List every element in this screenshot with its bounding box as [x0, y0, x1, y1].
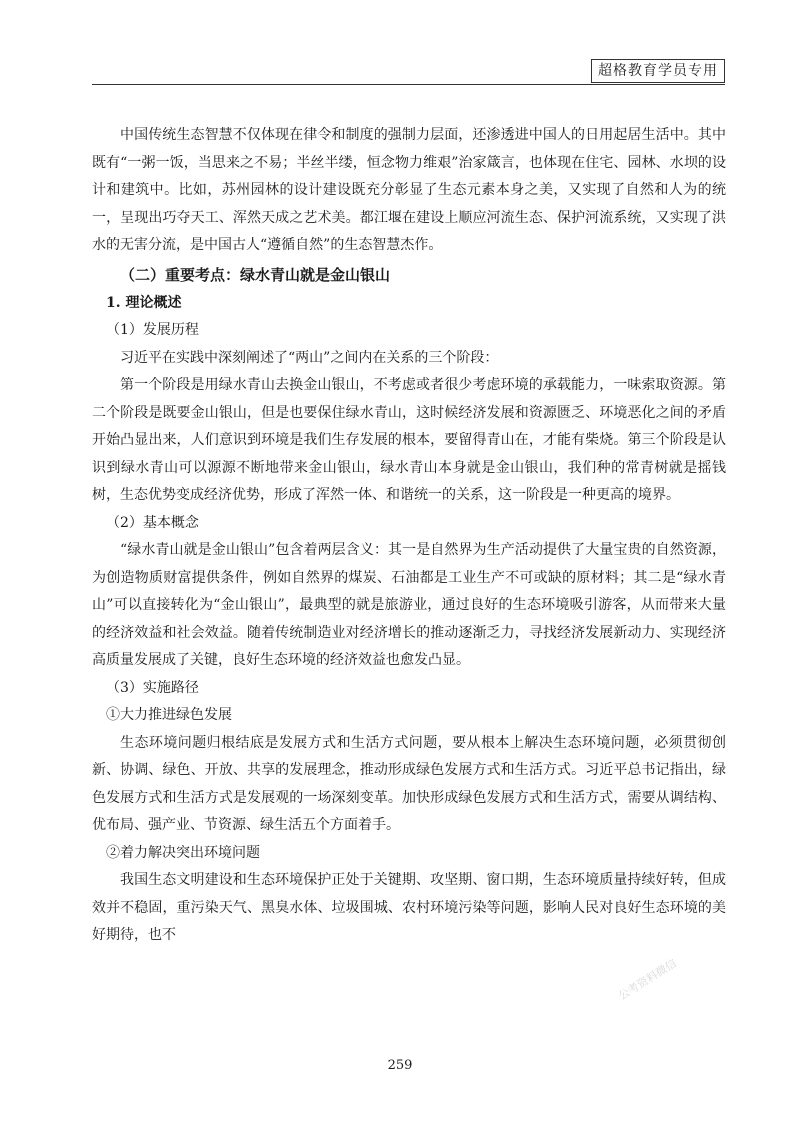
page-content	[92, 122, 726, 950]
paragraph-stages: 第一个阶段是用绿水青山去换金山银山，不考虑或者很少考虑环境的承载能力，一味索取资源。第二个阶段是既要金山银山，但是也要保住绿水青山，这时候经济发展和资源匮乏、环境恶化之间的矛盾开始凸显出来，人们意识到环境是我们生存发展的根本，要留得青山在，才能有柴烧。第三个阶段是认识到绿水青山可以源源不断地带来金山银山，绿水青山本身就是金山银山，我们种的常青树就是摇钱树，生态优势变成经济优势，形成了浑然一体、和谐统一的关系，这一阶段是一种更高的境界。	[92, 377, 726, 503]
subheading-path: （3）实施路径	[106, 679, 199, 696]
page-number: 259	[387, 1058, 413, 1073]
subheading-theory: 1. 理论概述	[106, 294, 182, 311]
paragraph-intro: 习近平在实践中深刻阐述了“两山”之间内在关系的三个阶段：	[120, 349, 499, 366]
paragraph-concept: “绿水青山就是金山银山”包含着两层含义：其一是自然界为生产活动提供了大量宝贵的自然资源，为创造物质财富提供条件，例如自然界的煤炭、石油都是工业生产不可或缺的原材料；其二是“绿水青山”可以直接转化为“金山银山”，最典型的就是旅游业，通过良好的生态环境吸引游客，从而带来大量的经济效益和社会效益。随着传统制造业对经济增长的推动逐渐乏力，寻找经济发展新动力、实现经济高质量发展成了关键，良好生态环境的经济效益也愈发凸显。	[92, 542, 726, 668]
paragraph-green-development: 生态环境问题归根结底是发展方式和生活方式问题，要从根本上解决生态环境问题，必须贯彻创新、协调、绿色、开放、共享的发展理念，推动形成绿色发展方式和生活方式。习近平总书记指出，绿色发展方式和生活方式是发展观的一场深刻变革。加快形成绿色发展方式和生活方式，需要从调结构、优布局、强产业、节资源、绿生活五个方面着手。	[92, 734, 726, 833]
header-rule	[92, 84, 725, 85]
subheading-concept: （2）基本概念	[106, 514, 199, 531]
header-badge: 超格教育学员专用	[591, 59, 725, 83]
paragraph-traditional-wisdom: 中国传统生态智慧不仅体现在律令和制度的强制力层面，还渗透进中国人的日用起居生活中。其中既有“一粥一饭，当思来之不易；半丝半缕，恒念物力维艰”治家箴言，也体现在住宅、园林、水坝的设计和建筑中。比如，苏州园林的设计建设既充分彰显了生态元素本身之美，又实现了自然和人为的统一，呈现出巧夺天工、浑然天成之艺术美。都江堰在建设上顺应河流生态、保护河流系统，又实现了洪水的无害分流，是中国古人“遵循自然”的生态智慧杰作。	[92, 127, 726, 253]
subheading-environment-issues: ②着力解决突出环境问题	[106, 844, 260, 861]
paragraph-environment-issues: 我国生态文明建设和生态环境保护正处于关键期、攻坚期、窗口期，生态环境质量持续好转，但成效并不稳固，重污染天气、黑臭水体、垃圾围城、农村环境污染等问题，影响人民对良好生态环境的美好期待，也不	[92, 872, 726, 943]
section-heading: （二）重要考点：绿水青山就是金山银山	[120, 265, 391, 284]
subheading-history: （1）发展历程	[106, 322, 199, 338]
watermark: 公考资料微信	[616, 956, 679, 1003]
subheading-green-development: ①大力推进绿色发展	[106, 707, 232, 723]
